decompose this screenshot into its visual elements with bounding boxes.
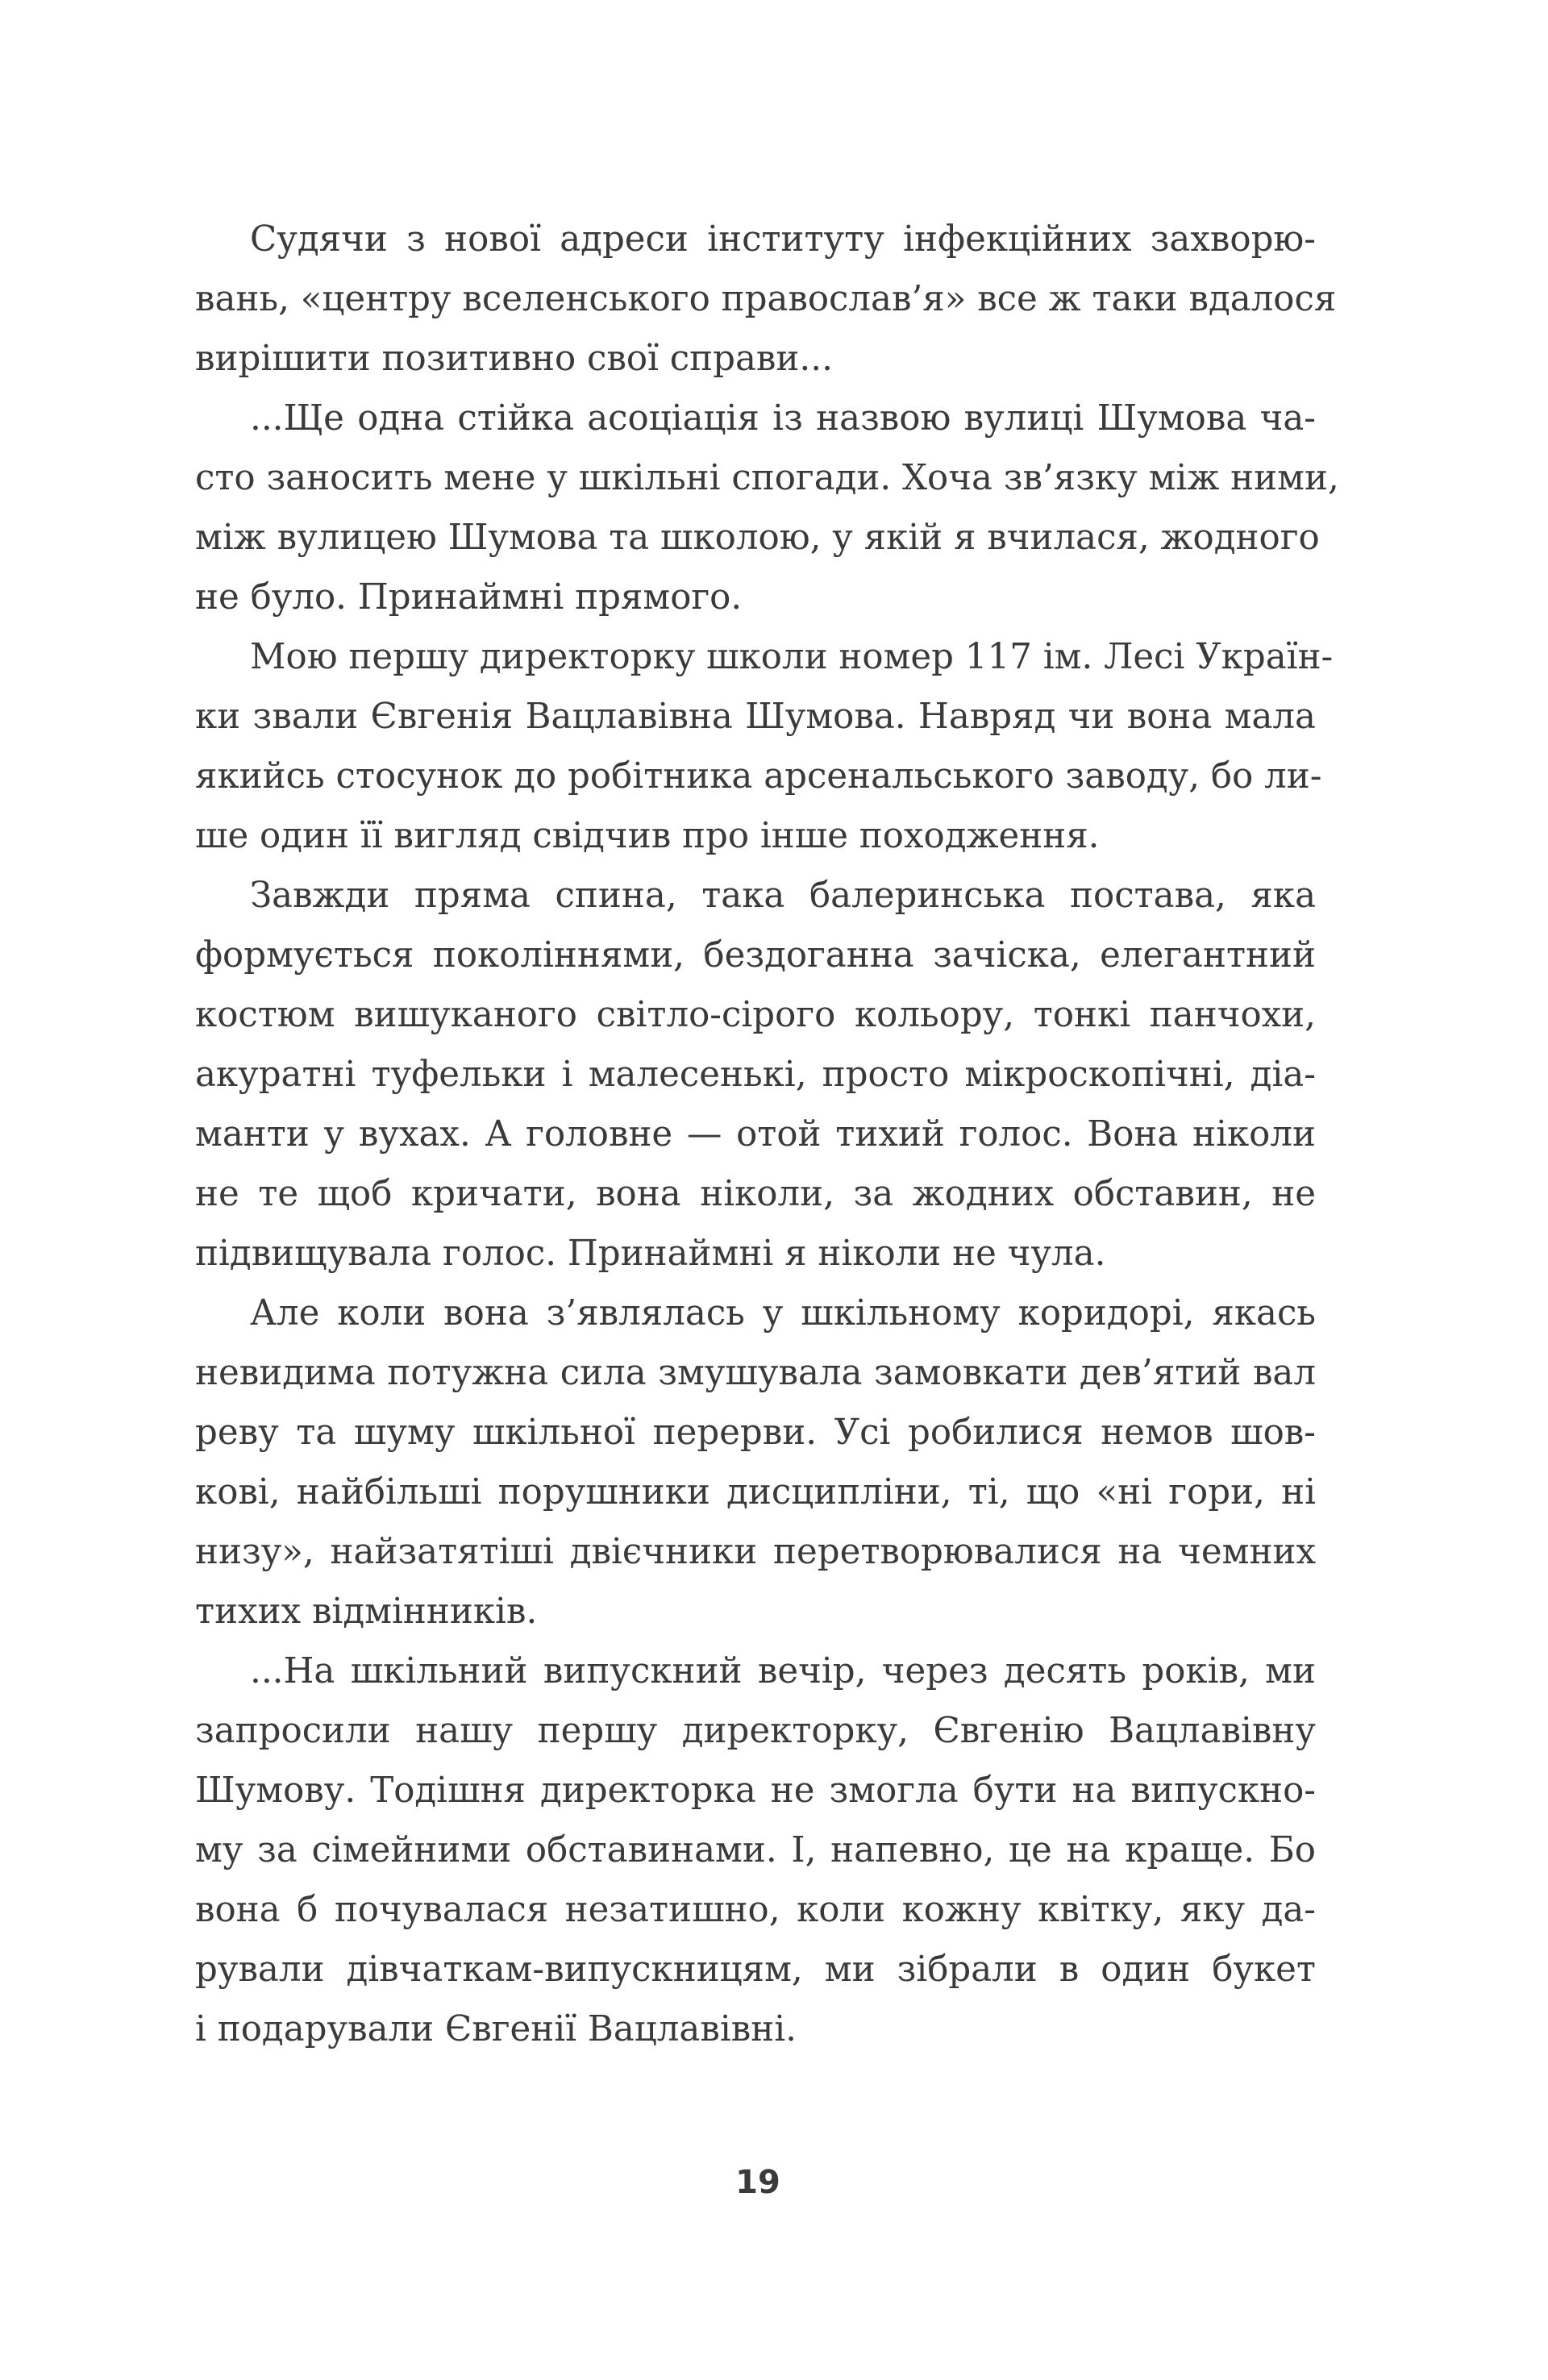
text-line: реву та шуму шкільної перерви. Усі робилися немов шов- — [195, 1413, 1316, 1453]
text-line: Шумову. Тодішня директорка не змогла бути на випускно- — [195, 1770, 1316, 1811]
text-line: запросили нашу першу директорку, Євгенію Вацлавівну — [195, 1711, 1316, 1751]
text-line: кові, найбільші порушники дисципліни, ті, що «ні гори, ні — [195, 1472, 1316, 1512]
text-line: Мою першу директорку школи номер 117 ім. Лесі Україн- — [250, 637, 1334, 677]
page-number: 19 — [735, 2164, 780, 2201]
text-line: ...Ще одна стійка асоціація із назвою вулиці Шумова ча- — [250, 398, 1316, 439]
text-line: не було. Принаймні прямого. — [195, 577, 743, 618]
text-line: сто заносить мене у шкільні спогади. Хоча зв’язку між ними, — [195, 458, 1339, 498]
text-line: му за сімейними обставинами. І, напевно, це на краще. Бо — [195, 1830, 1316, 1870]
text-line: якийсь стосунок до робітника арсенальського заводу, бо ли- — [195, 756, 1322, 797]
text-line: Судячи з нової адреси інституту інфекційних захворю- — [250, 219, 1316, 260]
paragraph — [195, 210, 1337, 389]
text-line: ...На шкільний випускний вечір, через десять років, ми — [250, 1651, 1316, 1691]
text-line: костюм вишуканого світло-сірого кольору, тонкі панчохи, — [195, 995, 1316, 1035]
paragraph — [195, 866, 1316, 1284]
paragraph — [195, 1641, 1316, 2059]
text-line: акуратні туфельки і малесенькі, просто мікроскопічні, діа- — [195, 1055, 1316, 1095]
text-line: вань, «центру вселенського православ’я» все ж таки вдалося — [195, 279, 1337, 319]
text-line: вирішити позитивно свої справи... — [195, 339, 833, 379]
text-line: ки звали Євгенія Вацлавівна Шумова. Навряд чи вона мала — [195, 697, 1316, 737]
text-line: низу», найзатятіші двієчники перетворювалися на чемних — [195, 1532, 1316, 1572]
paragraph — [195, 627, 1334, 866]
text-line: Але коли вона з’являлась у шкільному коридорі, якась — [250, 1293, 1316, 1334]
text-line: рували дівчаткам-випускницям, ми зібрали в один букет — [195, 1949, 1316, 1990]
paragraph — [195, 1284, 1316, 1641]
text-line: не те щоб кричати, вона ніколи, за жодних обставин, не — [195, 1174, 1316, 1214]
text-line: манти у вухах. А головне — отой тихий голос. Вона ніколи — [195, 1114, 1316, 1155]
text-line: вона б почувалася незатишно, коли кожну квітку, яку да- — [195, 1890, 1316, 1930]
text-line: Завжди пряма спина, така балеринська постава, яка — [250, 876, 1316, 916]
text-line: невидима потужна сила змушувала замовкати дев’ятий вал — [195, 1353, 1316, 1393]
text-line: ше один її вигляд свідчив про інше походження. — [195, 816, 1100, 856]
text-line: формується поколіннями, бездоганна зачіска, елегантний — [195, 935, 1316, 976]
text-line: між вулицею Шумова та школою, у якій я вчилася, жодного — [195, 518, 1320, 558]
text-line: тихих відмінників. — [195, 1592, 538, 1632]
text-line: підвищувала голос. Принаймні я ніколи не чула. — [195, 1234, 1106, 1274]
paragraph — [195, 389, 1339, 627]
text-line: і подарували Євгенії Вацлавівні. — [195, 2009, 797, 2049]
body-text — [195, 210, 1339, 2059]
